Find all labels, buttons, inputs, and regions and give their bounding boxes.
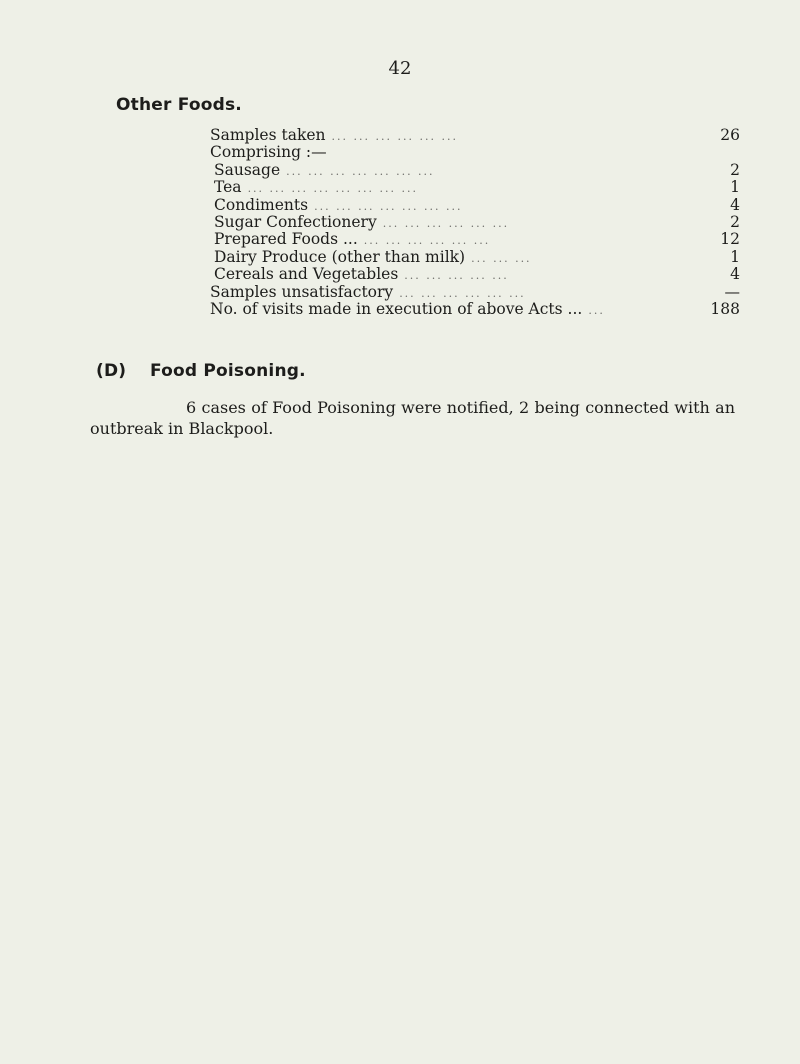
row-label: Samples unsatisfactory — [210, 282, 394, 301]
row-value: — — [724, 282, 740, 301]
section-heading-other-foods: Other Foods. — [116, 95, 242, 115]
row-label: Condiments — [214, 195, 309, 214]
row-prepared-foods — [210, 231, 740, 248]
row-value: 2 — [730, 212, 740, 231]
row-value: 2 — [730, 160, 740, 179]
page-number: 42 — [388, 58, 412, 79]
row-value: 1 — [730, 178, 740, 197]
row-sugar-confectionery — [210, 214, 740, 231]
row-samples-taken — [210, 127, 740, 144]
row-visits — [210, 301, 740, 318]
dot-leader: ... ... ... ... ... ... — [363, 234, 491, 248]
row-dairy-produce — [210, 249, 740, 266]
row-condiments — [210, 197, 740, 214]
dot-leader: ... ... ... ... ... ... ... ... — [247, 182, 418, 196]
dot-leader: ... ... ... ... ... ... ... — [286, 164, 435, 178]
row-value: 4 — [730, 265, 740, 284]
other-foods-table — [210, 127, 740, 318]
dot-leader: ... ... ... ... ... ... ... — [314, 199, 463, 213]
dot-leader: ... — [588, 303, 605, 317]
row-value: 188 — [710, 299, 740, 318]
dot-leader: ... ... ... ... ... — [404, 269, 509, 283]
row-label: No. of visits made in execution of above Acts ... — [210, 299, 583, 318]
dot-leader: ... ... ... ... ... ... — [399, 286, 526, 300]
section-title: Food Poisoning. — [150, 361, 306, 381]
row-label: Samples taken — [210, 126, 326, 144]
dot-leader: ... ... ... ... ... ... — [331, 130, 458, 143]
row-label: Prepared Foods ... — [214, 230, 358, 249]
row-sausage — [210, 162, 740, 179]
row-label: Dairy Produce (other than milk) — [214, 247, 466, 266]
food-poisoning-paragraph: 6 cases of Food Poisoning were notified, 2 being connected with an outbreak in Blackpool. — [90, 398, 735, 438]
row-samples-unsatisfactory — [210, 284, 740, 301]
row-tea — [210, 179, 740, 196]
row-value: 4 — [730, 195, 740, 214]
row-cereals-vegetables — [210, 266, 740, 283]
row-value: 12 — [720, 230, 740, 249]
row-label: Sausage — [214, 160, 281, 179]
row-value: 26 — [720, 126, 740, 144]
section-marker: (D) — [96, 361, 127, 381]
dot-leader: ... ... ... — [471, 251, 532, 265]
row-comprising — [210, 144, 740, 161]
row-label: Tea — [214, 178, 242, 197]
row-label: Sugar Confectionery — [214, 212, 377, 231]
row-value: 1 — [730, 247, 740, 266]
section-heading-food-poisoning — [96, 361, 306, 381]
dot-leader: ... ... ... ... ... ... — [382, 216, 510, 230]
row-label: Cereals and Vegetables — [214, 265, 399, 284]
row-label: Comprising :— — [210, 143, 327, 162]
